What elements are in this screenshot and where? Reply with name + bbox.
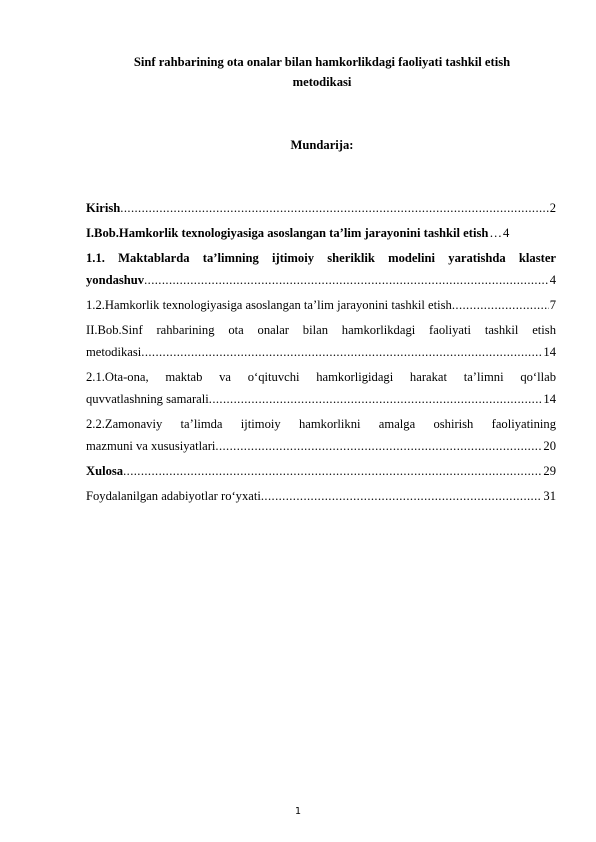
toc-entry-2-1[interactable] [86,366,556,410]
toc-label: Foydalanilgan adabiyotlar ro‘yxati [86,489,261,503]
toc-label-line-2: quvvatlashning samarali [86,392,209,406]
toc-entry-adabiyotlar[interactable] [86,485,556,507]
table-of-contents [86,197,556,507]
toc-leader-dots [123,460,542,482]
toc-leader-dots [120,197,548,219]
toc-leader-dots [215,435,542,457]
toc-leader-dots [452,294,549,316]
toc-entry-1-2[interactable] [86,294,556,316]
toc-label-line-1: 2.1.Ota-ona, maktab va o‘qituvchi hamkorligidagi harakat ta’limni qo‘llab [86,370,556,384]
toc-label: Xulosa [86,464,124,478]
page-number: 1 [294,806,302,817]
contents-heading: Mundarija: [290,138,354,152]
toc-entry-kirish[interactable] [86,197,556,219]
toc-leader-dots: … [489,226,502,240]
toc-leader-dots [209,388,543,410]
toc-leader-dots [261,485,543,507]
toc-page-number: 14 [543,392,556,406]
toc-leader-dots [141,341,542,363]
toc-page-number: 29 [543,464,556,478]
toc-label-line-1: II.Bob.Sinf rahbarining ota onalar bilan hamkorlikdagi faoliyati tashkil etish [86,323,556,337]
document-title [86,52,558,92]
toc-label-line-2: mazmuni va xususiyatlari [86,439,216,453]
toc-page-number: 14 [543,345,556,359]
toc-page-number: 4 [549,273,556,287]
toc-label: I.Bob.Hamkorlik texnologiyasiga asoslangan ta’lim jarayonini tashkil etish [86,226,489,240]
toc-entry-xulosa[interactable] [86,460,556,482]
title-line-2: metodikasi [292,75,352,89]
toc-page-number: 31 [543,489,556,503]
toc-entry-1-1[interactable] [86,247,556,291]
toc-page-number: 4 [502,226,510,240]
toc-entry-bob1[interactable] [86,222,556,244]
toc-page-number: 7 [549,298,556,312]
toc-label-line-2: metodikasi [86,345,142,359]
toc-entry-2-2[interactable] [86,413,556,457]
toc-label: 1.2.Hamkorlik texnologiyasiga asoslangan ta’lim jarayonini tashkil etish [86,298,452,312]
toc-label-line-1: 1.1. Maktablarda ta’limning ijtimoiy sheriklik modelini yaratishda klaster [86,251,556,265]
toc-label: Kirish [86,201,121,215]
title-line-1: Sinf rahbarining ota onalar bilan hamkorlikdagi faoliyati tashkil etish [133,55,511,69]
toc-leader-dots [144,269,549,291]
toc-page-number: 20 [543,439,556,453]
toc-entry-bob2[interactable] [86,319,556,363]
toc-page-number: 2 [549,201,556,215]
toc-label-line-1: 2.2.Zamonaviy ta’limda ijtimoiy hamkorlikni amalga oshirish faoliyatining [86,417,556,431]
toc-label-line-2: yondashuv [86,273,145,287]
